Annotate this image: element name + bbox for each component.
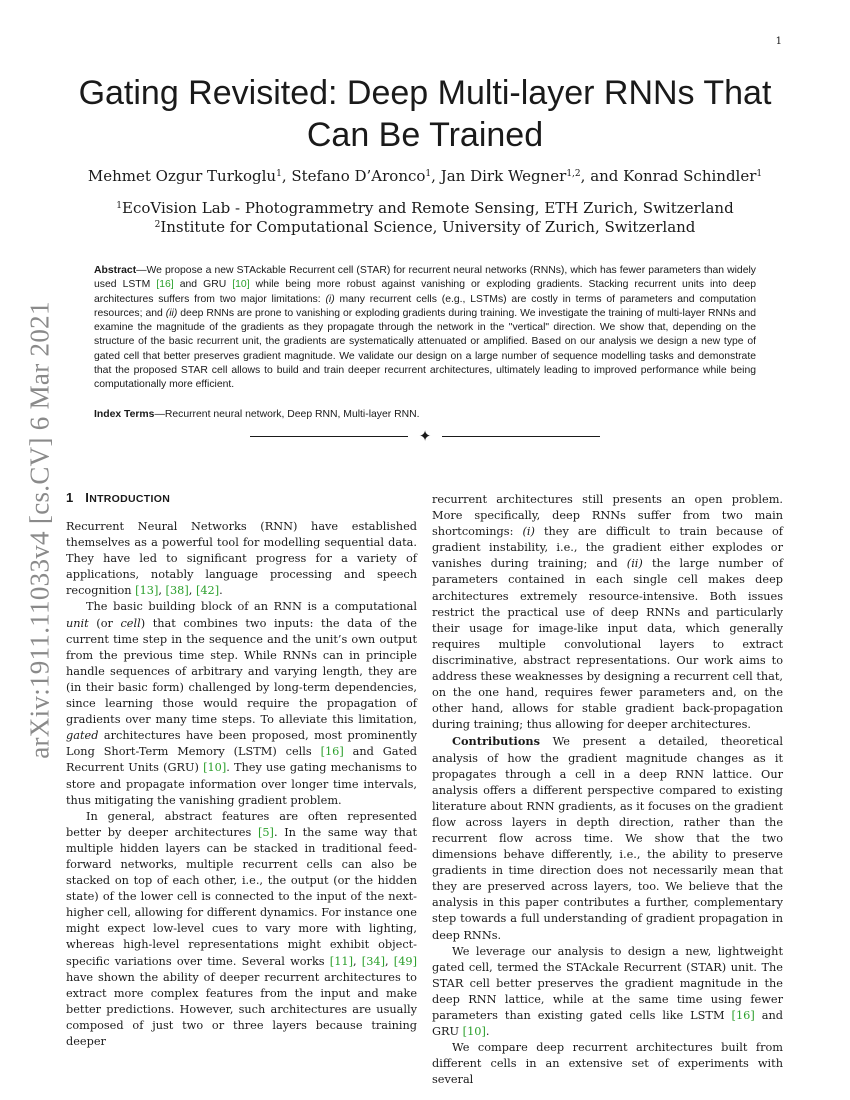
citation-link[interactable]: [16]	[320, 745, 344, 759]
citation-link[interactable]: [34]	[361, 954, 385, 968]
paragraph-text: We present a detailed, theoretical analysis of how the gradient magnitude changes as it propagates through a cell in a deep RNN lattice. Our analysis offers a different perspective compared to existing literature about RNN gradients, as it focuses on the gradient flow across layers in depth direction, rather than the recurrent flow across time. We show that the two dimensions behave differently, i.e., the ability to preserve gradients in time direction does not necessarily mean that they are preserved across layers, too. We believe that the analysis in this paper contributes a further, complementary step towards a full understanding of gradient propagation in deep RNNs.	[432, 735, 783, 942]
affiliation-mark: 2	[154, 220, 161, 230]
paragraph-text: recurrent architectures still presents an open problem. More specifically, deep RNNs suffer from two main shortcomings:	[432, 493, 783, 539]
paragraph-text: . They use gating mechanisms to store and propagate information over longer time intervals, thus mitigating the vanishing gradient problem.	[66, 761, 417, 807]
index-terms-label: Index Terms	[94, 409, 155, 420]
affiliation-list	[60, 199, 790, 237]
title-line-1: Gating Revisited: Deep Multi-layer RNNs That	[78, 74, 772, 112]
paragraph	[432, 733, 783, 943]
paragraph-text: (or	[88, 616, 121, 630]
section-separator	[250, 428, 600, 446]
index-terms-text: —Recurrent neural network, Deep RNN, Multi-layer RNN.	[154, 409, 420, 420]
citation-link[interactable]: [16]	[731, 1009, 755, 1022]
emphasis: cell	[120, 616, 141, 630]
paragraph: Recurrent Neural Networks (RNN) have established themselves as a powerful tool for modelling sequential data. They have led to significant progress for a variety of applications, notably language processing and speech recognition [13], [38], [42].	[66, 520, 417, 598]
paragraph-text: architectures have been proposed, most prominently Long Short-Term Memory (LSTM) cells	[66, 729, 417, 759]
author-name: Jan Dirk Wegner	[440, 167, 567, 185]
emphasis: unit	[66, 616, 89, 630]
abstract-text: while being more robust against vanishing or exploding gradients. Stacking recurrent units into deep architectures suffers from two major limitations:	[94, 279, 756, 305]
left-column	[66, 490, 417, 1050]
paper-title	[70, 72, 780, 156]
emphasis: (i)	[522, 525, 535, 539]
separator-rule	[442, 436, 600, 437]
separator-ornament-icon: ✦	[418, 427, 432, 445]
citation-link[interactable]: [13]	[135, 584, 159, 598]
title-line-2: Can Be Trained	[306, 116, 544, 154]
citation-link[interactable]: [10]	[203, 761, 227, 775]
section-number: 1	[66, 490, 74, 505]
affiliation-line	[60, 218, 790, 237]
paragraph	[432, 492, 783, 733]
citation-link[interactable]: [11]	[329, 954, 353, 968]
author-affiliation-mark: 1	[425, 169, 432, 179]
index-terms	[94, 408, 756, 422]
paragraph-text: have shown the ability of deeper recurrent architectures to extract more complex features from the input and make better predictions. However, such architectures are usually composed of just two or three layers because training deeper	[66, 970, 417, 1048]
right-column	[432, 492, 783, 1088]
paragraph-text: In general, abstract features are often represented better by deeper architectures	[66, 809, 417, 839]
citation-link[interactable]: [38]	[165, 584, 189, 598]
paragraph: In general, abstract features are often represented better by deeper architectures [5]. In the same way that multiple hidden layers can be stacked in traditional feed-forward networks, multiple recurrent cells can also be stacked on top of each other, i.e., the output (or the hidden state) of the lower cell is connected to the input of the next-higher cell, allowing for different dynamics. For instance one might expect low-level cues to vary more with lighting, whereas high-level representations might exhibit object-specific variations over time. Several works [11], [34], [49] have shown the ability of deeper recurrent architectures to extract more complex features from the input and make better predictions. However, such architectures are usually composed of just two or three layers because training deeper	[66, 809, 417, 1048]
citation-link[interactable]: [16]	[156, 279, 174, 291]
paragraph-text: and GRU	[432, 1009, 783, 1039]
arxiv-stamp: arXiv:1911.11033v4 [cs.CV] 6 Mar 2021	[24, 301, 55, 759]
paragraph-text: . In the same way that multiple hidden layers can be stacked in traditional feed-forward networks, multiple recurrent cells can also be stacked on top of each other, i.e., the output (or the hidden state) of the lower cell is connected to the input of the next-higher cell, allowing for different dynamics. For instance one might expect low-level cues to vary more with lighting, whereas high-level representations might exhibit object-specific variations over time. Several works	[66, 825, 417, 968]
author-affiliation-mark: 1	[276, 169, 282, 179]
paragraph	[432, 1040, 783, 1088]
paragraph-text: Recurrent Neural Networks (RNN) have established themselves as a powerful tool for modelling sequential data. They have led to significant progress for a variety of applications, notably language processing and speech recognition	[66, 520, 417, 598]
section-title-rest: NTRODUCTION	[89, 493, 171, 505]
author-name: Konrad Schindler	[623, 167, 757, 185]
abstract-text: and GRU	[173, 279, 233, 291]
paragraph	[66, 599, 417, 808]
paragraph-run-in-heading: Contributions	[452, 734, 540, 749]
citation-link[interactable]: [5]	[257, 825, 274, 839]
affiliation-mark: 1	[116, 201, 123, 211]
affiliation-line	[60, 199, 790, 218]
emphasis: gated	[66, 729, 99, 743]
author-list: Mehmet Ozgur Turkoglu$^1$, Stefano D’Aronco$^1$, Jan Dirk Wegner$^{1,2}$, and Konrad Schindler$^1$	[87, 167, 763, 185]
citation-link[interactable]: [10]	[232, 279, 250, 291]
author-name: Stefano D’Aronco	[291, 167, 426, 185]
abstract-label: Abstract	[94, 265, 137, 276]
affiliation-text: Institute for Computational Science, University of Zurich, Switzerland	[160, 218, 696, 236]
paragraph-text: the large number of parameters contained in each single cell makes deep architectures extremely resource-intensive. Both issues restrict the practical use of deep RNNs and particularly their usage for image-like input data, which generally requires multiple convolutional layers to extract discriminative, abstract representations. Our work aims to address these weaknesses by designing a recurrent cell that, on the one hand, requires fewer parameters and, on the other hand, allows for stable gradient back-propagation during training; thus allowing for deeper architectures.	[432, 557, 784, 732]
abstract-enum: (i)	[325, 293, 335, 305]
abstract	[94, 264, 756, 393]
section-title-initial: I	[85, 490, 90, 505]
paragraph: We leverage our analysis to design a new, lightweight gated cell, termed the STAckale Recurrent (STAR) unit. The STAR cell better preserves the gradient magnitude in the deep RNN lattice, while at the same time using fewer parameters than existing gated cells like LSTM [16] and GRU [10].	[432, 944, 783, 1039]
citation-link[interactable]: [49]	[393, 954, 417, 968]
affiliation-text: EcoVision Lab - Photogrammetry and Remote Sensing, ETH Zurich, Switzerland	[122, 199, 734, 217]
author-affiliation-mark: 1,2	[566, 169, 581, 179]
paragraph-text: ) that combines two inputs: the data of the current time step in the sequence and the unit’s own output from the previous time step. While RNNs can in principle handle sequences of arbitrary and varying length, they are (in their basic form) challenged by long-term dependencies, since learning those would require the propagation of gradients over many time steps. To alleviate this limitation,	[66, 616, 417, 727]
page-number: 1	[775, 36, 782, 47]
emphasis: (ii)	[626, 557, 643, 571]
paragraph-text: The basic building block of an RNN is a computational	[86, 600, 417, 614]
paragraph-text: We leverage our analysis to design a new, lightweight gated cell, termed the STAckale Recurrent (STAR) unit. The STAR cell better preserves the gradient magnitude in the deep RNN lattice, while at the same time using fewer parameters than existing gated cells like LSTM	[432, 944, 783, 1022]
abstract-text: deep RNNs are prone to vanishing or exploding gradients during training. We investigate the training of multi-layer RNNs and examine the magnitude of the gradients as they propagate through the network in the "vertical" direction. We show that, depending on the structure of the basic recurrent unit, the gradients are systematically attenuated or amplified. Based on our analysis we design a new type of gated cell that better preserves gradient magnitude. We validate our design on a large number of sequence modelling tasks and demonstrate that the proposed STAR cell allows to build and train deeper recurrent architectures, ultimately leading to improved performance while being computationally more efficient.	[94, 307, 756, 391]
author-name: Mehmet Ozgur Turkoglu	[87, 167, 277, 185]
citation-link[interactable]: [10]	[462, 1025, 486, 1039]
abstract-text: —We propose a new STAckable Recurrent cell (STAR) for recurrent neural networks (RNNs), which has fewer parameters than widely used LSTM	[94, 265, 756, 291]
citation-link[interactable]: [42]	[195, 584, 220, 598]
paragraph-text: they are difficult to train because of gradient instability, i.e., the gradient either explodes or vanishes during training; and	[432, 525, 783, 571]
paragraph-text: and Gated Recurrent Units (GRU)	[66, 745, 417, 775]
section-heading-introduction	[66, 490, 417, 507]
paragraph-text: We compare deep recurrent architectures built from different cells in an extensive set of experiments with several	[432, 1041, 783, 1087]
abstract-enum: (ii)	[165, 307, 178, 319]
author-affiliation-mark: 1	[756, 169, 763, 179]
abstract-text: many recurrent cells (e.g., LSTMs) are costly in terms of parameters and computation resources; and	[94, 293, 756, 319]
